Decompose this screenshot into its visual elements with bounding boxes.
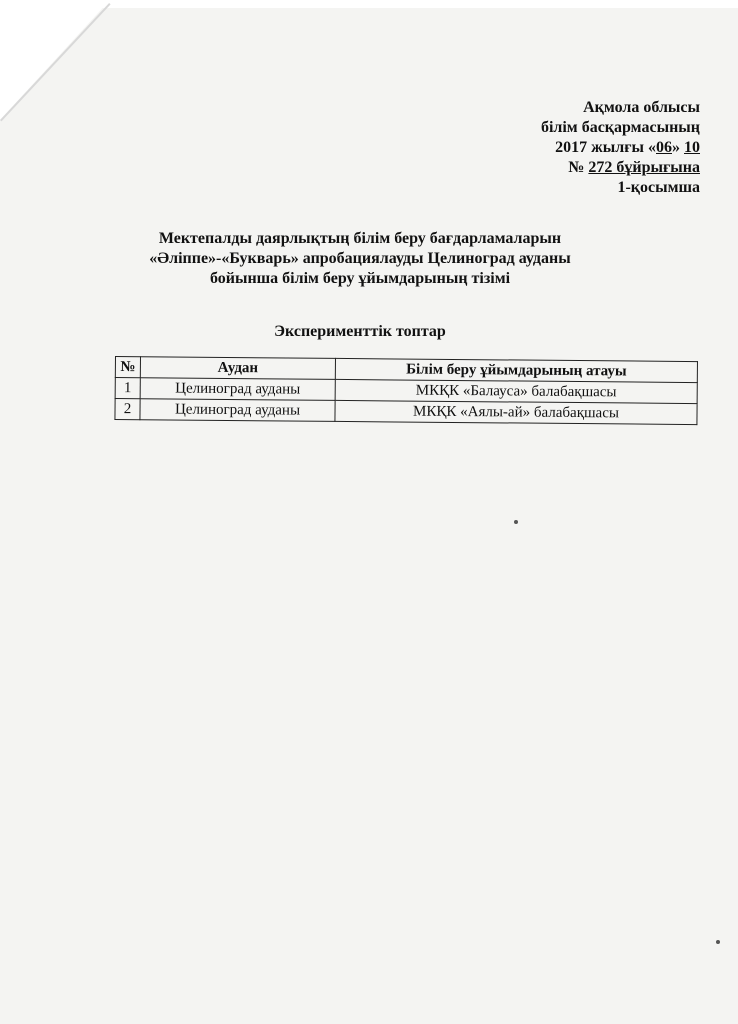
header-date bbox=[541, 138, 700, 158]
header-date-mid: » bbox=[672, 139, 684, 156]
header-district: Аудан bbox=[140, 357, 335, 380]
header-department: білім басқармасының bbox=[540, 119, 700, 136]
header-order-number: 272 бұйрығына bbox=[588, 159, 700, 176]
page-top-edge bbox=[90, 0, 738, 8]
document-title: Мектепалды даярлықтың білім беру бағдарламаларын «Әліппе»-«Букварь» апробациялауды Целиноград ауданы бойынша білім беру ұйымдарының тізімі bbox=[149, 230, 571, 287]
header-order bbox=[541, 158, 700, 178]
row-number: 2 bbox=[115, 399, 140, 420]
header-date-day: 06 bbox=[656, 139, 672, 156]
row-number: 1 bbox=[115, 378, 140, 399]
row-district: Целиноград ауданы bbox=[140, 378, 335, 401]
header-appendix-number: 1-қосымша bbox=[617, 179, 700, 196]
row-organization: МКҚК «Балауса» балабақшасы bbox=[335, 379, 697, 403]
section-subtitle: Эксперименттік топтар bbox=[274, 323, 446, 340]
organizations-table bbox=[114, 356, 698, 425]
header-order-prefix: № bbox=[568, 159, 589, 176]
scan-speck bbox=[514, 520, 518, 524]
appendix-header bbox=[541, 98, 700, 198]
scan-speck bbox=[716, 940, 720, 944]
header-date-month: 10 bbox=[684, 139, 700, 156]
row-organization: МКҚК «Аялы-ай» балабақшасы bbox=[335, 400, 697, 424]
header-date-prefix: 2017 жылғы « bbox=[555, 139, 656, 156]
header-organization: Білім беру ұйымдарының атауы bbox=[335, 358, 697, 382]
row-district: Целиноград ауданы bbox=[140, 399, 335, 422]
table-row bbox=[115, 399, 697, 425]
header-number: № bbox=[115, 357, 140, 378]
header-region: Ақмола облысы bbox=[583, 99, 700, 116]
